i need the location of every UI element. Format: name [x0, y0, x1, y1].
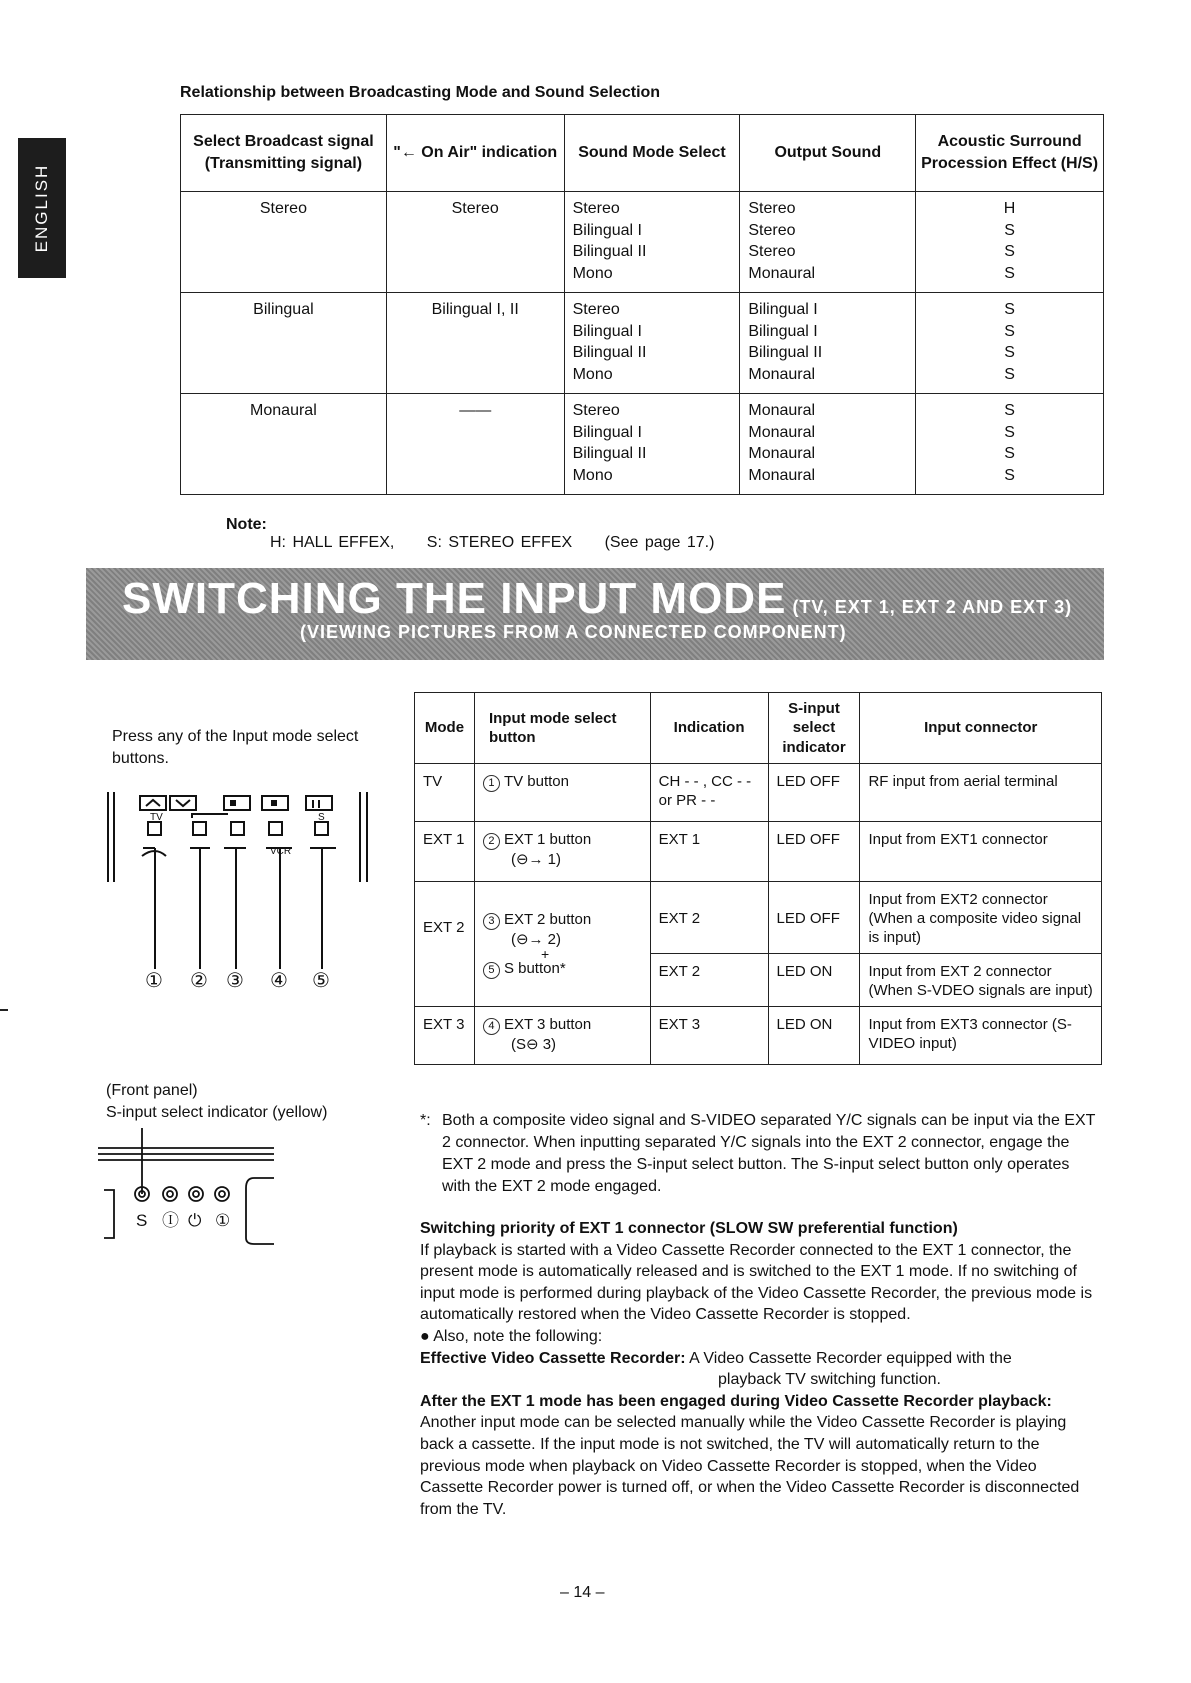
- header-acoustic-effect: Acoustic Surround Procession Effect (H/S): [916, 115, 1104, 192]
- mode-value: Bilingual I: [572, 221, 642, 239]
- button-line: [483, 959, 642, 979]
- connector-cell: Input from EXT1 connector: [860, 822, 1102, 882]
- output-value: Monaural: [748, 402, 816, 419]
- button-symbol: (S⊖ 3): [510, 1036, 557, 1053]
- signal-cell: Bilingual: [181, 293, 387, 394]
- table-row: [415, 764, 1102, 822]
- indication-cell: EXT 2: [650, 954, 768, 1007]
- callout-2: ②: [190, 970, 208, 992]
- effect-value: S: [1004, 243, 1015, 260]
- button-label: EXT 1 button: [503, 831, 592, 848]
- effective-text-cont: playback TV switching function.: [718, 1371, 941, 1389]
- mode-value: Bilingual II: [572, 344, 647, 361]
- effective-vcr: [420, 1348, 1104, 1370]
- front-panel-caption: [106, 1080, 327, 1124]
- table-row: [181, 192, 1104, 293]
- mode-value: Mono: [572, 466, 613, 484]
- header-indication: Indication: [650, 693, 768, 764]
- indication-line: or PR - -: [658, 792, 716, 809]
- header-s-indicator: S-input select indicator: [768, 693, 860, 764]
- signal-cell: Stereo: [181, 192, 387, 293]
- footnote-text: Both a composite video signal and S-VIDEO separated Y/C signals can be input via the EXT 2 connector. When inputting separated Y/C signals into the EXT 2 connector, engage the EXT 2 mode and press the S-input select button. The S-input select button only operates with the EXT 2 mode engaged.: [442, 1112, 1096, 1195]
- effect-cell: [916, 394, 1104, 495]
- connector-cell: Input from EXT 2 connector (When S-VDEO signals are input): [860, 954, 1102, 1007]
- mode-value: Bilingual II: [572, 445, 647, 462]
- mode-value: Mono: [572, 365, 613, 383]
- indication-cell: [650, 764, 768, 822]
- output-cell: [740, 192, 916, 293]
- note-hall: H: HALL EFFEX,: [270, 534, 395, 551]
- banner-title-main: SWITCHING THE INPUT MODE: [122, 574, 787, 623]
- footnote-marker: *:: [420, 1112, 431, 1129]
- callout-3: ③: [226, 970, 244, 992]
- indication-cell: EXT 2: [650, 882, 768, 954]
- panel-symbol-s: S: [136, 1211, 148, 1230]
- mode-cell: [415, 882, 475, 1007]
- panel-symbol-power: ⏻: [188, 1211, 202, 1230]
- mode-cell: [564, 293, 740, 394]
- remote-button-diagram: [104, 784, 378, 994]
- effect-value: S: [1004, 365, 1015, 383]
- led-cell: LED OFF: [768, 882, 860, 954]
- button-cell: [474, 882, 650, 1007]
- press-instruction: Press any of the Input mode select buttons.: [112, 728, 359, 767]
- note-see-page: (See page 17.): [604, 534, 715, 551]
- output-value: Bilingual I: [748, 322, 818, 340]
- effective-label: Effective Video Cassette Recorder:: [420, 1349, 686, 1367]
- header-input-connector: Input connector: [860, 693, 1102, 764]
- after-body: Another input mode can be selected manually while the Video Cassette Recorder is playing back a cassette. If the input mode is not switched, the TV will automatically return to the previous mode when playback on Video Cassette Recorder is stopped, when the Video Cassette Recorder power is turned off, or when the Video Cassette Recorder is disconnected from the TV.: [420, 1414, 1080, 1518]
- mode-cell: [564, 192, 740, 293]
- input-mode-table: [414, 692, 1102, 1065]
- mode-value: Stereo: [572, 301, 620, 318]
- output-value: Monaural: [748, 264, 816, 282]
- mode-cell: EXT 1: [415, 822, 475, 882]
- output-cell: [740, 293, 916, 394]
- s-indicator-label: S-input select indicator (yellow): [106, 1104, 328, 1121]
- button-label: S button*: [503, 960, 566, 977]
- callout-1: ①: [145, 970, 163, 992]
- priority-heading: Switching priority of EXT 1 connector (SLOW SW preferential function): [420, 1220, 958, 1237]
- table-row: [415, 1007, 1102, 1065]
- mode-cell: TV: [415, 764, 475, 822]
- remote-tv-label: TV: [150, 812, 163, 823]
- callout-5: ⑤: [312, 970, 330, 992]
- header-output-sound: Output Sound: [740, 115, 916, 192]
- button-label: TV button: [503, 773, 569, 790]
- effect-value: S: [1004, 301, 1015, 318]
- led-cell: LED ON: [768, 1007, 860, 1065]
- table-row: [415, 822, 1102, 882]
- table-row: [181, 293, 1104, 394]
- button-cell: [474, 764, 650, 822]
- number-badge: 5: [483, 962, 500, 979]
- led-cell: LED ON: [768, 954, 860, 1007]
- number-badge: 3: [483, 913, 500, 930]
- effect-value: H: [1003, 200, 1016, 217]
- front-panel-diagram: [98, 1128, 284, 1258]
- mode-value: Mono: [572, 264, 613, 282]
- number-badge: 4: [483, 1018, 500, 1035]
- front-panel-label: (Front panel): [106, 1082, 198, 1099]
- button-cell: [474, 1007, 650, 1065]
- effect-value: S: [1004, 322, 1015, 340]
- mode-value: Stereo: [572, 200, 620, 217]
- effect-value: S: [1004, 221, 1015, 239]
- number-badge: 2: [483, 833, 500, 850]
- note-stereo: S: STEREO EFFEX: [426, 534, 573, 551]
- note-label: Note:: [226, 516, 267, 533]
- signal-cell: Monaural: [181, 394, 387, 495]
- indication-cell: EXT 3: [650, 1007, 768, 1065]
- output-cell: [740, 394, 916, 495]
- effect-cell: [916, 192, 1104, 293]
- banner-title: [122, 574, 1072, 624]
- indication-cell: Stereo: [386, 192, 564, 293]
- header-mode: Mode: [415, 693, 475, 764]
- section-banner: [86, 568, 1104, 660]
- button-symbol: (⊖→ 2): [510, 931, 562, 948]
- indication-cell: Bilingual I, II: [386, 293, 564, 394]
- effect-value: S: [1004, 344, 1015, 361]
- connector-cell: RF input from aerial terminal: [860, 764, 1102, 822]
- output-value: Monaural: [748, 445, 816, 462]
- connector-cell: Input from EXT2 connector (When a composite video signal is input): [860, 882, 1102, 954]
- mode-cell: EXT 3: [415, 1007, 475, 1065]
- effect-value: S: [1004, 402, 1015, 419]
- connector-cell: Input from EXT3 connector (S-VIDEO input): [860, 1007, 1102, 1065]
- plus-sign: +: [540, 946, 550, 962]
- button-label: EXT 2 button: [503, 911, 592, 928]
- header-sound-mode: Sound Mode Select: [564, 115, 740, 192]
- callout-4: ④: [270, 970, 288, 992]
- output-value: Stereo: [748, 221, 796, 239]
- indication-line: CH - - , CC - -: [658, 773, 752, 790]
- output-value: Stereo: [748, 200, 796, 217]
- effect-value: S: [1004, 466, 1015, 484]
- indication-cell: EXT 1: [650, 822, 768, 882]
- led-cell: LED OFF: [768, 764, 860, 822]
- mode-value: Stereo: [572, 402, 620, 419]
- remote-vcr-label: VCR: [270, 846, 292, 857]
- output-value: Monaural: [748, 423, 816, 441]
- also-note: ● Also, note the following:: [420, 1327, 603, 1345]
- output-value: Monaural: [748, 365, 816, 383]
- led-cell: LED OFF: [768, 822, 860, 882]
- button-symbol: (⊖→ 1): [510, 851, 562, 868]
- margin-mark: [0, 1009, 8, 1011]
- remote-s-label: S: [318, 812, 325, 823]
- effective-text: A Video Cassette Recorder equipped with the: [689, 1349, 1012, 1367]
- header-broadcast-signal: Select Broadcast signal (Transmitting signal): [181, 115, 387, 192]
- language-tab: [18, 138, 66, 278]
- effect-value: S: [1004, 423, 1015, 441]
- mode-value: Bilingual I: [572, 322, 642, 340]
- table-row: [181, 394, 1104, 495]
- mode-value: Bilingual I: [572, 423, 642, 441]
- panel-symbol-main: ①: [215, 1211, 231, 1230]
- output-value: Bilingual I: [748, 301, 818, 318]
- button-cell: [474, 822, 650, 882]
- number-badge: 1: [483, 775, 500, 792]
- relationship-title: Relationship between Broadcasting Mode and Sound Selection: [180, 84, 661, 101]
- mode-label: EXT 2: [423, 918, 465, 936]
- panel-symbol-input: Ⓘ: [162, 1211, 179, 1230]
- priority-section: [420, 1218, 1104, 1520]
- banner-title-suffix: (TV, EXT 1, EXT 2 AND EXT 3): [792, 597, 1073, 617]
- output-value: Stereo: [748, 243, 796, 260]
- footnote: [420, 1110, 1100, 1198]
- output-value: Monaural: [748, 466, 816, 484]
- language-tab-label: ENGLISH: [32, 163, 51, 253]
- header-select-button: Input mode select button: [474, 693, 650, 764]
- priority-body: If playback is started with a Video Cassette Recorder connected to the EXT 1 connector, the present mode is automatically released and is switched to the EXT 1 mode. If no switching of input mode is performed during playback of the Video Cassette Recorder, the previous mode is automatically restored when the Video Cassette Recorder is stopped.: [420, 1241, 1093, 1324]
- banner-subtitle: (VIEWING PICTURES FROM A CONNECTED COMPONENT): [300, 622, 847, 642]
- sound-selection-table: [180, 114, 1104, 495]
- mode-value: Bilingual II: [572, 243, 647, 260]
- mode-cell: [564, 394, 740, 495]
- effect-value: S: [1004, 264, 1015, 282]
- header-on-air: "← On Air" indication: [386, 115, 564, 192]
- page-number: – 14 –: [560, 1584, 605, 1601]
- table-row: [415, 882, 1102, 954]
- button-label: EXT 3 button: [503, 1016, 592, 1033]
- output-value: Bilingual II: [748, 344, 823, 361]
- indication-cell: ——: [386, 394, 564, 495]
- effect-value: S: [1004, 445, 1015, 462]
- after-heading: After the EXT 1 mode has been engaged during Video Cassette Recorder playback:: [420, 1392, 1052, 1410]
- note-text: [270, 534, 740, 552]
- effect-cell: [916, 293, 1104, 394]
